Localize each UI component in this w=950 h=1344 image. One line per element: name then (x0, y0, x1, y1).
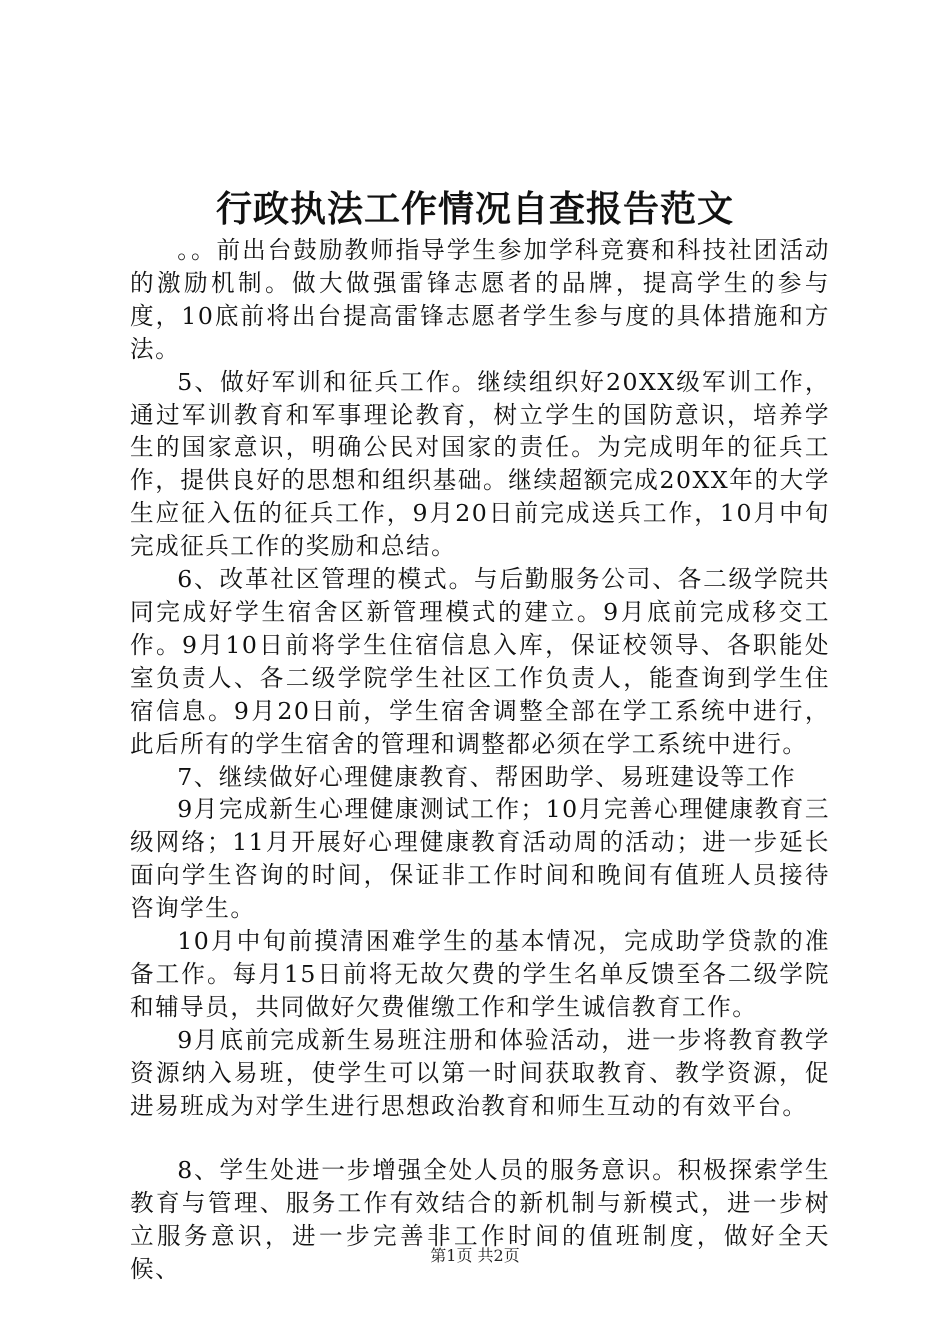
paragraph: 10月中旬前摸清困难学生的基本情况，完成助学贷款的准备工作。每月15日前将无故欠费的学生名单反馈至各二级学院和辅导员，共同做好欠费催缴工作和学生诚信教育工作。 (130, 927, 830, 1021)
paragraph: 9月底前完成新生易班注册和体验活动，进一步将教育教学资源纳入易班，使学生可以第一时间获取教育、教学资源，促进易班成为对学生进行思想政治教育和师生互动的有效平台。 (130, 1025, 830, 1120)
document-title: 行政执法工作情况自查报告范文 (215, 188, 734, 230)
page-footer: 第1页 共2页 (430, 1246, 520, 1265)
paragraph: 6、改革社区管理的模式。与后勤服务公司、各二级学院共同完成好学生宿舍区新管理模式的建立。9月底前完成移交工作。9月10日前将学生住宿信息入库，保证校领导、各职能处室负责人、各二级学院学生社区工作负责人，能查询到学生住宿信息。9月20日前，学生宿舍调整全部在学工系统中进行，此后所有的学生宿舍的管理和调整都必须在学工系统中进行。 (130, 565, 830, 758)
document-body (130, 234, 830, 1286)
paragraph: 8、学生处进一步增强全处人员的服务意识。积极探索学生教育与管理、服务工作有效结合的新机制与新模式，进一步树立服务意识，进一步完善非工作时间的值班制度，做好全天候、 (130, 1156, 830, 1284)
paragraph: 。。前出台鼓励教师指导学生参加学科竞赛和科技社团活动的激励机制。做大做强雷锋志愿者的品牌，提高学生的参与度，10底前将出台提高雷锋志愿者学生参与度的具体措施和方法。 (130, 236, 830, 363)
paragraph-spacer (130, 1122, 830, 1154)
paragraph: 9月完成新生心理健康测试工作；10月完善心理健康教育三级网络；11月开展好心理健康教育活动周的活动；进一步延长面向学生咨询的时间，保证非工作时间和晚间有值班人员接待咨询学生。 (130, 795, 830, 923)
paragraph: 5、做好军训和征兵工作。继续组织好20XX级军训工作，通过军训教育和军事理论教育，树立学生的国防意识，培养学生的国家意识，明确公民对国家的责任。为完成明年的征兵工作，提供良好的思想和组织基础。继续超额完成20XX年的大学生应征入伍的征兵工作，9月20日前完成送兵工作，10月中旬完成征兵工作的奖励和总结。 (130, 367, 830, 561)
paragraph: 7、继续做好心理健康教育、帮困助学、易班建设等工作 (177, 762, 796, 791)
